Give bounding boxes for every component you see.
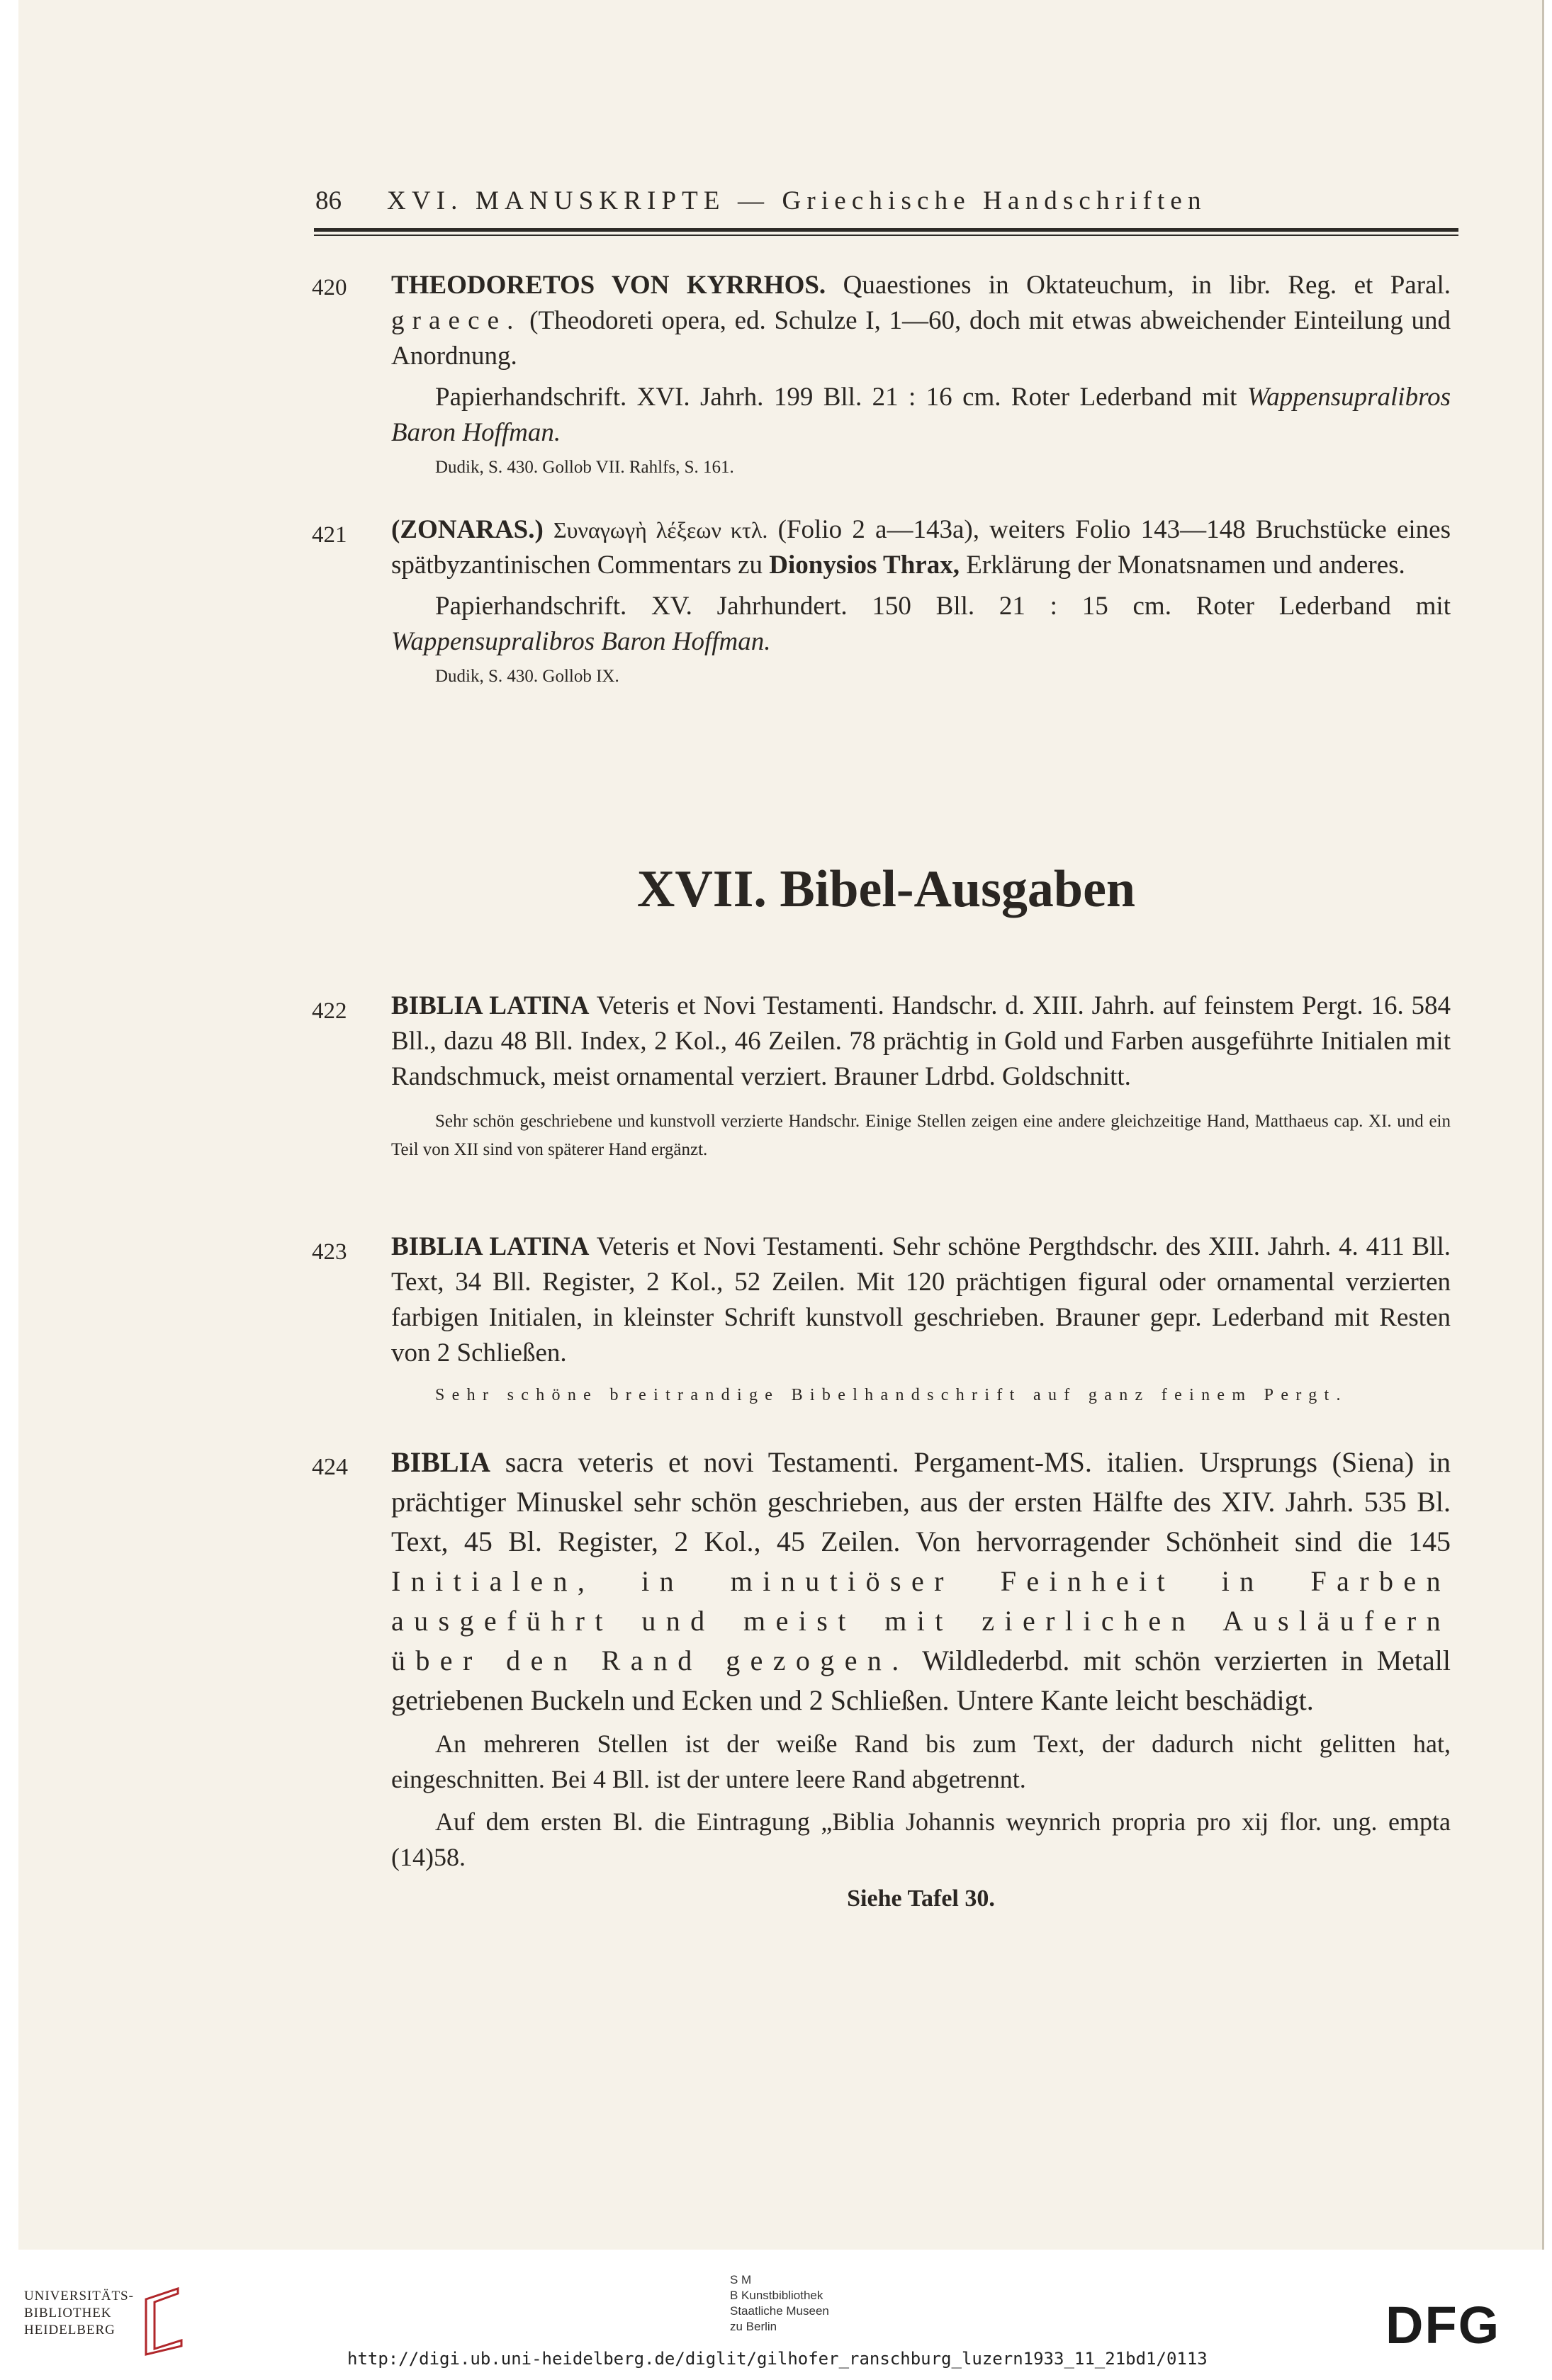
page-number: 86: [315, 186, 342, 215]
lot-number: 422: [312, 998, 347, 1024]
entry-physical: Papierhandschrift. XVI. Jahrh. 199 Bll. 21 : 16 cm. Roter Lederband mit Wappensupralibros Baron Hoffman.: [391, 383, 1451, 447]
entry-421: [312, 512, 1451, 691]
university-library-logo: UNIVERSITÄTS- BIBLIOTHEK HEIDELBERG: [24, 2289, 134, 2337]
entry-title: THEODORETOS VON KYRRHOS.: [391, 271, 826, 300]
running-header: [315, 186, 1456, 217]
entry-note: An mehreren Stellen ist der weiße Rand bis zum Text, der dadurch nicht gelitten hat, eingeschnitten. Bei 4 Bll. ist der untere leere Rand abgetrennt.: [391, 1730, 1451, 1793]
entry-physical: Papierhandschrift. XV. Jahrhundert. 150 Bll. 21 : 15 cm. Roter Lederband mit Wappensupralibros Baron Hoffman.: [391, 592, 1451, 656]
library-emblem-icon: [139, 2285, 189, 2356]
entry-description: (ZONARAS.) Συναγωγὴ λέξεων κτλ. (Folio 2 a—143a), weiters Folio 143—148 Bruchstücke eines spätbyzantinischen Commentars zu Dionysios Thrax, Erklärung der Monatsnamen und anderes.: [391, 515, 1451, 580]
entry-note: Auf dem ersten Bl. die Eintragung „Biblia Johannis weynrich propria pro xij flor. ung. empta (14)58.: [391, 1807, 1451, 1871]
lot-number: 420: [312, 275, 347, 300]
entry-references: Dudik, S. 430. Gollob VII. Rahlfs, S. 161.: [435, 458, 734, 477]
lot-number: 421: [312, 522, 347, 548]
plate-reference: Siehe Tafel 30.: [847, 1885, 995, 1912]
entry-references: Dudik, S. 430. Gollob IX.: [435, 667, 619, 686]
section-title: XVII. Bibel-Ausgaben: [636, 860, 1136, 918]
entry-424: [312, 1443, 1451, 1916]
header-rule-thin: [314, 235, 1458, 236]
entry-note: Sehr schön geschriebene und kunstvoll verzierte Handschr. Einige Stellen zeigen eine andere gleichzeitige Hand, Matthaeus cap. XI. und ein Teil von XII sind von späterer Hand ergänzt.: [391, 1112, 1451, 1159]
lot-number: 424: [312, 1454, 348, 1480]
header-rule-thick: [314, 228, 1458, 232]
entry-title: (ZONARAS.): [391, 515, 544, 544]
running-title: XVI. MANUSKRIPTE — Griechische Handschriften: [387, 186, 1207, 215]
entry-420: [312, 268, 1451, 482]
entry-423: [312, 1229, 1451, 1426]
entry-description: BIBLIA LATINA Veteris et Novi Testamenti. Sehr schöne Pergthdschr. des XIII. Jahrh. 4. 411 Bll. Text, 34 Bll. Register, 2 Kol., 52 Zeilen. Mit 120 prächtigen figural oder ornamental verzierten farbigen Initialen, in kleinster Schrift kunstvoll geschrieben. Brauner gepr. Lederband mit Resten von 2 Schließen.: [391, 1232, 1451, 1367]
entry-title: BIBLIA LATINA: [391, 991, 590, 1020]
entry-note: Sehr schöne breitrandige Bibelhandschrift auf ganz feinem Pergt.: [435, 1386, 1348, 1404]
source-url[interactable]: http://digi.ub.uni-heidelberg.de/diglit/gilhofer_ranschburg_luzern1933_11_21bd1/0113: [347, 2349, 1208, 2369]
kunstbibliothek-logo: S M B Kunstbibliothek Staatliche Museen zu Berlin: [730, 2273, 829, 2333]
dfg-logo: DFG: [1385, 2296, 1501, 2354]
entry-description: THEODORETOS VON KYRRHOS. Quaestiones in Oktateuchum, in libr. Reg. et Paral. graece. (Theodoreti opera, ed. Schulze I, 1—60, doch mit etwas abweichender Einteilung und Anordnung.: [391, 271, 1451, 371]
entry-422: [312, 988, 1451, 1164]
entry-description: BIBLIA LATINA Veteris et Novi Testamenti. Handschr. d. XIII. Jahrh. auf feinstem Pergt. 16. 584 Bll., dazu 48 Bll. Index, 2 Kol., 46 Zeilen. 78 prächtig in Gold und Farben ausgeführte Initialen mit Randschmuck, meist ornamental verziert. Brauner Ldrbd. Goldschnitt.: [391, 991, 1451, 1091]
digitization-footer: [0, 2250, 1552, 2380]
entry-title: BIBLIA: [391, 1446, 491, 1478]
lot-number: 423: [312, 1239, 347, 1265]
entry-title: BIBLIA LATINA: [391, 1232, 590, 1261]
entry-description: BIBLIA sacra veteris et novi Testamenti. Pergament-MS. italien. Ursprungs (Siena) in prächtiger Minuskel sehr schön geschrieben, aus der ersten Hälfte des XIV. Jahrh. 535 Bl. Text, 45 Bl. Register, 2 Kol., 45 Zeilen. Von hervorragender Schönheit sind die 145 Initialen, in minutiöser Feinheit in Farben ausgeführt und meist mit zierlichen Ausläufern über den Rand gezogen. Wildlederbd. mit schön verzierten in Metall getriebenen Buckeln und Ecken und 2 Schließen. Untere Kante leicht beschädigt.: [391, 1446, 1451, 1716]
